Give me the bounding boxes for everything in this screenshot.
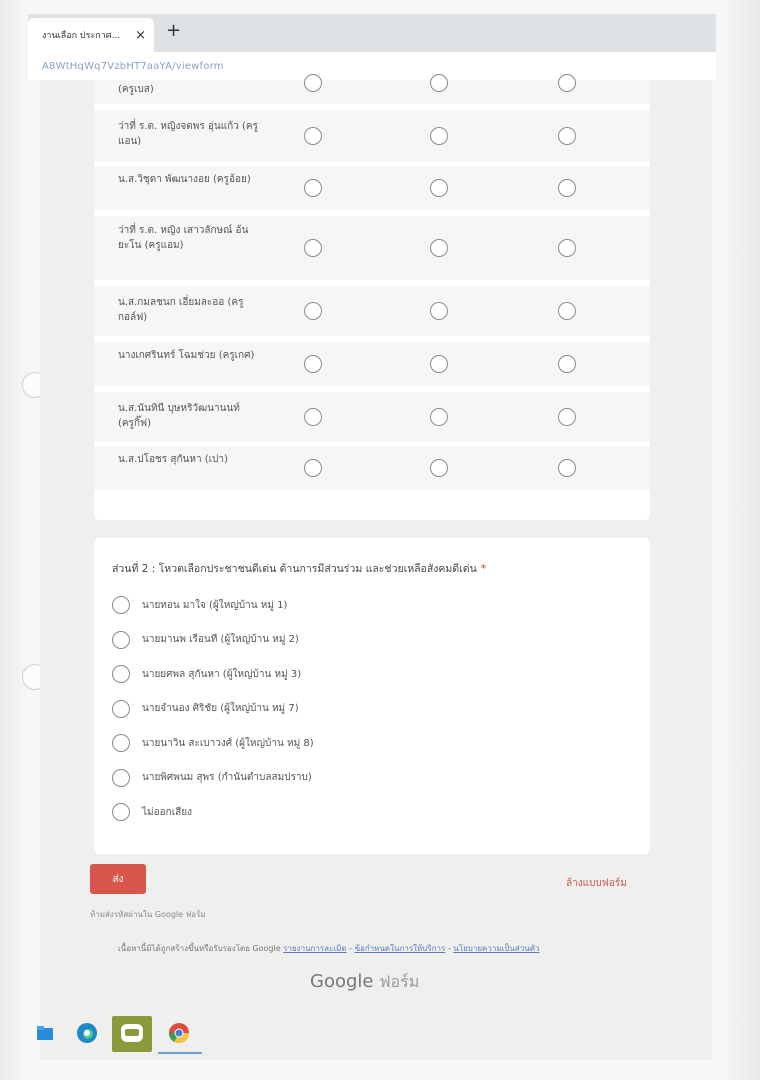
- grid-row: [94, 446, 650, 490]
- grid-row: [94, 392, 650, 442]
- disclaimer-text: เนื้อหานี้มิได้ถูกสร้างขึ้นหรือรับรองโดย Google: [118, 944, 281, 953]
- grid-radio-col-2[interactable]: [430, 239, 448, 257]
- url-text: A8WtHqWq7VzbHT7aaYA/viewform: [42, 60, 224, 72]
- grid-row-label: (ครูเบส): [118, 84, 154, 95]
- clear-form-link[interactable]: ล้างแบบฟอร์ม: [566, 878, 627, 889]
- choice-radio[interactable]: [112, 596, 130, 614]
- grid-radio-col-1[interactable]: [304, 408, 322, 426]
- multiple-choice-card: [94, 538, 650, 854]
- grid-radio-col-3[interactable]: [558, 408, 576, 426]
- grid-row: [94, 342, 650, 386]
- address-bar[interactable]: [28, 52, 716, 80]
- choice-option[interactable]: [112, 803, 192, 821]
- terms-link[interactable]: ข้อกำหนดในการให้บริการ: [354, 944, 446, 953]
- choice-option[interactable]: [112, 596, 287, 614]
- browser-tab[interactable]: [28, 18, 154, 52]
- grid-row: [94, 286, 650, 336]
- choice-label: นายยศพล สุกันหา (ผู้ใหญ่บ้าน หมู่ 3): [142, 668, 302, 680]
- grid-radio-col-3[interactable]: [558, 355, 576, 373]
- choice-label: ไม่ออกเสียง: [142, 806, 192, 818]
- choice-option[interactable]: [112, 665, 301, 683]
- grid-radio-col-2[interactable]: [430, 127, 448, 145]
- submit-button[interactable]: ส่ง: [90, 864, 146, 894]
- grid-radio-col-3[interactable]: [558, 302, 576, 320]
- grid-row: [94, 166, 650, 210]
- grid-radio-col-3[interactable]: [558, 179, 576, 197]
- choice-option[interactable]: [112, 700, 299, 718]
- choice-radio[interactable]: [112, 734, 130, 752]
- active-app-indicator: [158, 1052, 202, 1054]
- grid-radio-col-3[interactable]: [558, 74, 576, 92]
- grid-row-label: น.ส.วิชุดา พัฒนางอย (ครูอ้อย): [118, 174, 251, 185]
- disclaimer: [118, 942, 539, 955]
- close-tab-icon[interactable]: ×: [135, 27, 146, 43]
- required-mark: *: [480, 563, 486, 575]
- choice-option[interactable]: [112, 769, 312, 787]
- privacy-link[interactable]: นโยบายความเป็นส่วนตัว: [453, 944, 540, 953]
- choice-radio[interactable]: [112, 665, 130, 683]
- grid-radio-col-2[interactable]: [430, 355, 448, 373]
- grid-radio-col-2[interactable]: [430, 408, 448, 426]
- report-abuse-link[interactable]: รายงานการละเมิด: [283, 944, 347, 953]
- grid-radio-col-2[interactable]: [430, 74, 448, 92]
- google-forms-logo[interactable]: [310, 970, 419, 995]
- file-explorer-icon[interactable]: [30, 1018, 60, 1048]
- grid-radio-col-1[interactable]: [304, 459, 322, 477]
- grid-row-label: น.ส.กมลชนก เอี่ยมละออ (ครูกอล์ฟ): [118, 297, 244, 323]
- grid-radio-col-2[interactable]: [430, 179, 448, 197]
- password-warning: ห้ามส่งรหัสผ่านใน Google ฟอร์ม: [90, 910, 206, 919]
- grid-radio-col-1[interactable]: [304, 355, 322, 373]
- line-app-icon[interactable]: [112, 1016, 152, 1052]
- separator: -: [445, 944, 454, 953]
- new-tab-icon[interactable]: +: [166, 20, 182, 41]
- grid-radio-col-3[interactable]: [558, 459, 576, 477]
- grid-row: [94, 216, 650, 280]
- grid-row-label: ว่าที่ ร.ต. หญิง เสาวลักษณ์ อ้นยะโน (ครูแอม): [118, 225, 249, 251]
- grid-row-label: ว่าที่ ร.ต. หญิงจตพร อุ่นแก้ว (ครูแอน): [118, 121, 258, 147]
- choice-label: นายนาวิน สะเบาวงศ์ (ผู้ใหญ่บ้าน หมู่ 8): [142, 737, 314, 749]
- grid-radio-col-2[interactable]: [430, 302, 448, 320]
- grid-radio-col-1[interactable]: [304, 127, 322, 145]
- logo-forms: ฟอร์ม: [379, 972, 420, 991]
- choice-label: นายพิศพนม สุพร (กำนันตำบลสมปราบ): [142, 772, 312, 783]
- choice-radio[interactable]: [112, 769, 130, 787]
- grid-radio-col-2[interactable]: [430, 459, 448, 477]
- grid-question-card: [94, 80, 650, 520]
- grid-radio-col-1[interactable]: [304, 179, 322, 197]
- grid-row-label: น.ส.นันทินี บุษหริวัฒนานนท์ (ครูกิ๊ฟ): [118, 403, 240, 429]
- edge-browser-icon[interactable]: [72, 1018, 102, 1048]
- grid-radio-col-1[interactable]: [304, 239, 322, 257]
- choice-radio[interactable]: [112, 631, 130, 649]
- browser-tab-bar: [28, 14, 716, 52]
- tab-title: งานเลือก ประกาศ...: [42, 31, 121, 41]
- grid-row: [94, 110, 650, 162]
- separator: -: [346, 944, 355, 953]
- choice-label: นายจำนอง ศิริชัย (ผู้ใหญ่บ้าน หมู่ 7): [142, 703, 299, 714]
- question-title-text: ส่วนที่ 2 : โหวตเลือกประชาชนดีเด่น ด้านการมีส่วนร่วม และช่วยเหลือสังคมดีเด่น: [112, 563, 477, 575]
- grid-radio-col-1[interactable]: [304, 302, 322, 320]
- chrome-browser-icon[interactable]: [164, 1018, 194, 1048]
- grid-row-label: นางเกศรินทร์ โฉมช่วย (ครูเกศ): [118, 350, 255, 361]
- choice-label: นายทอน มาใจ (ผู้ใหญ่บ้าน หมู่ 1): [142, 599, 288, 611]
- choice-radio[interactable]: [112, 803, 130, 821]
- question-title: [112, 560, 486, 577]
- choice-label: นายมานพ เรือนที (ผู้ใหญ่บ้าน หมู่ 2): [142, 634, 299, 645]
- grid-row-label: น.ส.ปโอชร สุกันหา (เปา): [118, 454, 228, 465]
- choice-radio[interactable]: [112, 700, 130, 718]
- grid-row: [94, 80, 650, 104]
- grid-radio-col-3[interactable]: [558, 127, 576, 145]
- grid-radio-col-3[interactable]: [558, 239, 576, 257]
- grid-radio-col-1[interactable]: [304, 74, 322, 92]
- choice-option[interactable]: [112, 631, 299, 649]
- logo-google: Google: [310, 971, 374, 992]
- choice-option[interactable]: [112, 734, 314, 752]
